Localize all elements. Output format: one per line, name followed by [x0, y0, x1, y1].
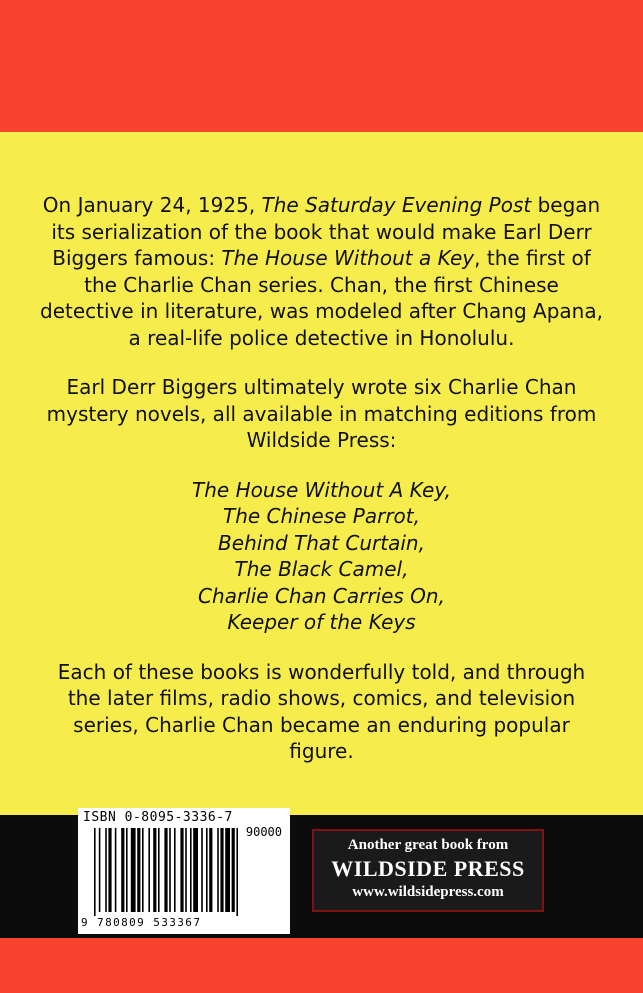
book-list-item: Charlie Chan Carries On, [198, 583, 445, 608]
book-list-item: The Chinese Parrot, [222, 504, 420, 528]
intro-rest: , the first of the Charlie Chan series. Chan, the first Chinese detective in literature, was modeled after Chang Apana, a real-life police detective in Honolulu. [40, 246, 603, 350]
badge-tagline: Another great book from [347, 837, 509, 853]
intro-pre-date: On January 24, 1925, [42, 193, 262, 217]
magazine-title: The Saturday Evening Post [261, 193, 532, 217]
book-list-item: The Black Camel, [234, 557, 409, 581]
intro-paragraph [40, 192, 603, 351]
ean-digits: 9 780809 533367 [81, 916, 202, 929]
publisher-badge [312, 829, 544, 912]
book-list [40, 477, 603, 636]
closing-paragraph: Each of these books is wonderfully told, and through the later films, radio shows, comics, and television series, Charlie Chan became an enduring popular figure. [57, 659, 586, 763]
back-cover-text [40, 192, 603, 765]
barcode-bars-icon [94, 828, 284, 918]
book-list-item: Keeper of the Keys [227, 610, 416, 634]
isbn-barcode [78, 808, 290, 934]
price-code: 90000 [245, 825, 282, 839]
book-list-item: The House Without A Key, [192, 477, 451, 502]
badge-url: www.wildsidepress.com [352, 884, 504, 900]
book-list-item: Behind That Curtain, [218, 530, 425, 555]
intro-mid: began its serialization of the book that would make Earl Derr Biggers famous: [51, 193, 601, 270]
novels-paragraph: Earl Derr Biggers ultimately wrote six Charlie Chan mystery novels, all available in matching editions from Wildside Press: [46, 375, 597, 452]
book-title: The House Without a Key [221, 246, 475, 270]
top-red-band [0, 0, 643, 132]
bottom-red-band [0, 938, 643, 993]
badge-publisher: WILDSIDE PRESS [331, 856, 525, 881]
isbn-label: ISBN 0-8095-3336-7 [83, 810, 233, 825]
